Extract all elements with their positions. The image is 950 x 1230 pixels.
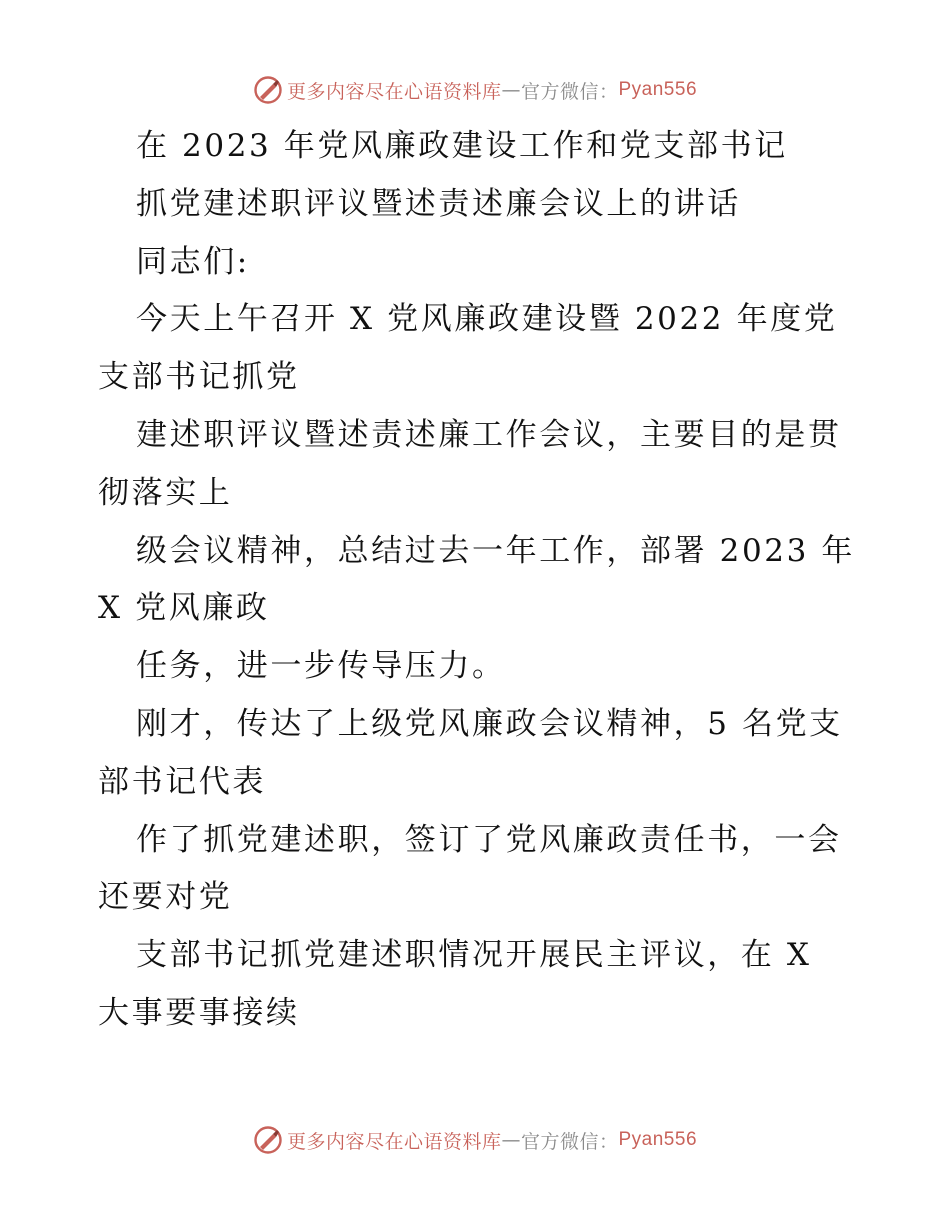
header-watermark: [0, 70, 950, 110]
document-line: 刚才，传达了上级党风廉政会议精神，5 名党支: [136, 705, 843, 742]
document-line: 部书记代表: [98, 763, 266, 800]
document-line: 级会议精神，总结过去一年工作，部署 2023 年: [136, 532, 855, 569]
footer-watermark: [0, 1120, 950, 1160]
pen-seal-logo-icon: [253, 1125, 283, 1155]
watermark-brand: 更多内容尽在心语资料库: [286, 1130, 502, 1153]
document-line: 还要对党: [98, 879, 233, 916]
document-line: 作了抓党建述职，签订了党风廉政责任书，一会: [136, 821, 842, 858]
document-line: 同志们:: [136, 243, 250, 280]
document-line: 支部书记抓党: [98, 359, 300, 396]
watermark-contact-label: 官方微信：: [520, 80, 619, 103]
watermark-separator: —: [501, 79, 521, 101]
document-line: X 党风廉政: [98, 590, 270, 627]
document-line: 彻落实上: [98, 474, 233, 511]
watermark-contact-label: 官方微信：: [520, 1130, 619, 1153]
document-line: 今天上午召开 X 党风廉政建设暨 2022 年度党: [136, 301, 838, 338]
watermark-separator: —: [501, 1129, 521, 1151]
document-line: 大事要事接续: [98, 994, 300, 1031]
document-line: 建述职评议暨述责述廉工作会议，主要目的是贯: [136, 416, 842, 453]
document-line: 抓党建述职评议暨述责述廉会议上的讲话: [136, 185, 741, 222]
pen-seal-logo-icon: [253, 75, 283, 105]
document-line: 任务，进一步传导压力。: [136, 648, 506, 685]
watermark-contact-id: Pyan556: [618, 1129, 698, 1150]
document-line: 在 2023 年党风廉政建设工作和党支部书记: [136, 128, 788, 164]
document-body: [98, 118, 858, 1043]
watermark-contact-id: Pyan556: [618, 79, 698, 100]
document-line: 支部书记抓党建述职情况开展民主评议，在 X: [136, 937, 812, 974]
watermark-brand: 更多内容尽在心语资料库: [286, 80, 502, 103]
